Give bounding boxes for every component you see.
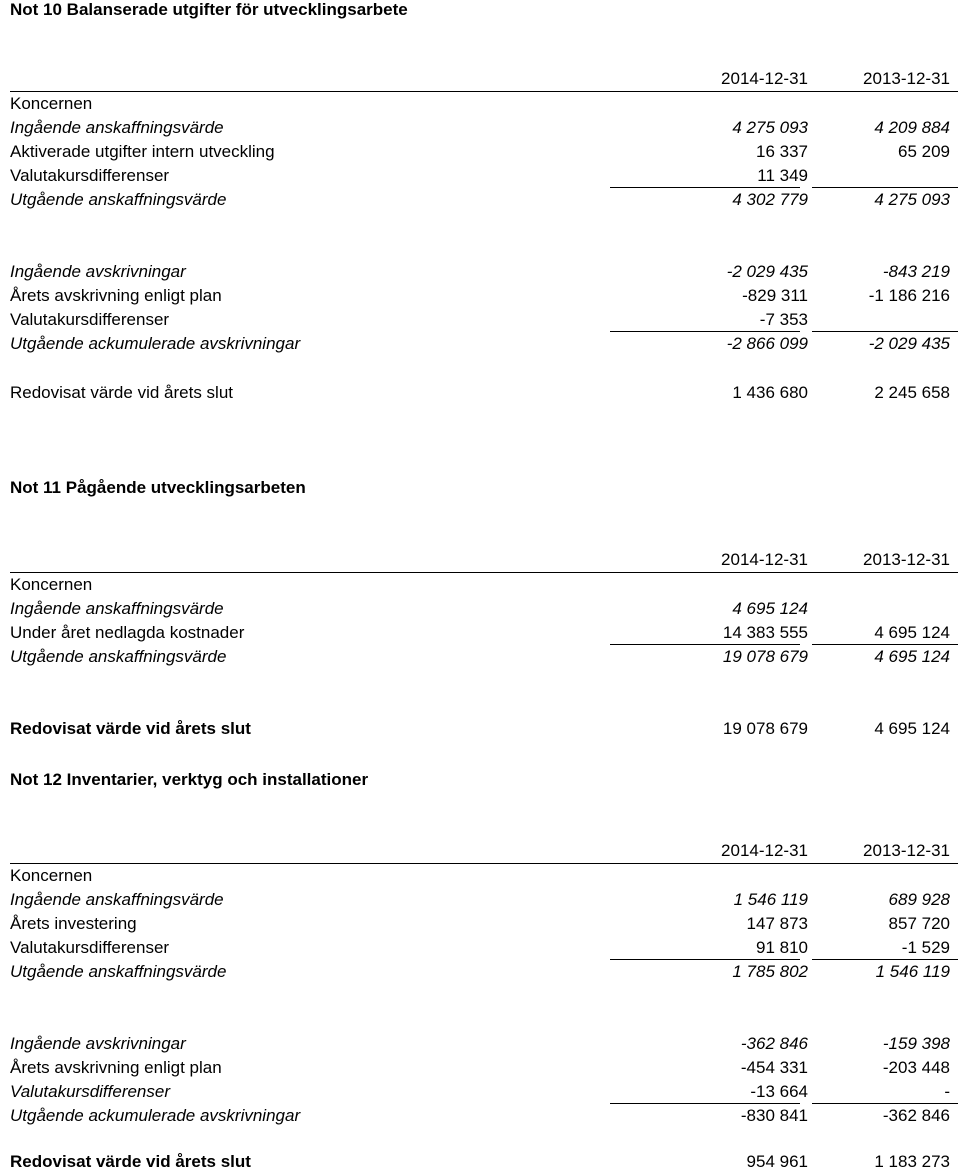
value-2013: -843 219 — [882, 262, 950, 281]
value-2013: -1 186 216 — [868, 286, 950, 305]
table-row — [10, 961, 958, 983]
sum-divider — [610, 187, 800, 188]
value-2014: 11 349 — [757, 166, 808, 185]
sum-divider — [610, 331, 800, 332]
group-label: Koncernen — [10, 575, 93, 594]
row-label: Valutakursdifferenser — [10, 938, 170, 957]
row-label: Ingående anskaffningsvärde — [10, 118, 224, 137]
value-2013: 4 695 124 — [874, 623, 950, 642]
value-2014: -13 664 — [750, 1082, 808, 1101]
table-row — [10, 1105, 958, 1127]
sum-divider — [812, 187, 958, 188]
value-2013: 4 209 884 — [874, 118, 950, 137]
value-2013: 857 720 — [888, 914, 950, 933]
note-12-group-row — [10, 865, 958, 887]
value-2013: -2 029 435 — [868, 334, 950, 353]
value-2013: 1 546 119 — [875, 962, 950, 981]
table-row — [10, 1081, 958, 1103]
table-row-total — [10, 718, 958, 740]
row-label: Under året nedlagda kostnader — [10, 623, 245, 642]
table-row — [10, 285, 958, 307]
note-11-group-row — [10, 574, 958, 596]
table-row — [10, 261, 958, 283]
value-2014: -7 353 — [759, 310, 808, 329]
value-2014: -2 866 099 — [726, 334, 808, 353]
table-row-total — [10, 1151, 958, 1173]
value-2013: 65 209 — [898, 142, 950, 161]
table-row — [10, 165, 958, 187]
col-2013-header: 2013-12-31 — [863, 69, 950, 88]
table-row — [10, 141, 958, 163]
note-11-header-row — [10, 549, 958, 571]
table-row — [10, 646, 958, 668]
value-2013: 4 695 124 — [874, 647, 950, 666]
row-label: Aktiverade utgifter intern utveckling — [10, 142, 275, 161]
note-10-title: Not 10 Balanserade utgifter för utvecklingsarbete — [10, 0, 408, 19]
row-label: Valutakursdifferenser — [10, 1082, 171, 1101]
sum-divider — [812, 644, 958, 645]
col-2013-header: 2013-12-31 — [863, 550, 950, 569]
row-label: Utgående ackumulerade avskrivningar — [10, 1106, 301, 1125]
value-2013: -362 846 — [882, 1106, 950, 1125]
table-row — [10, 189, 958, 211]
row-label: Redovisat värde vid årets slut — [10, 719, 251, 738]
row-label: Valutakursdifferenser — [10, 310, 170, 329]
note-11-title: Not 11 Pågående utvecklingsarbeten — [10, 478, 306, 497]
value-2014: 954 961 — [746, 1152, 808, 1171]
table-row — [10, 333, 958, 355]
row-label: Utgående anskaffningsvärde — [10, 962, 227, 981]
note-10-group-row — [10, 93, 958, 115]
col-2014-header: 2014-12-31 — [721, 841, 808, 860]
table-row — [10, 937, 958, 959]
group-label: Koncernen — [10, 866, 93, 885]
row-label: Årets avskrivning enligt plan — [10, 286, 222, 305]
value-2014: -2 029 435 — [726, 262, 808, 281]
row-label: Redovisat värde vid årets slut — [10, 1152, 251, 1171]
row-label: Årets investering — [10, 914, 137, 933]
col-2013-header: 2013-12-31 — [863, 841, 950, 860]
value-2013: 2 245 658 — [874, 383, 950, 402]
table-row — [10, 622, 958, 644]
row-label: Utgående anskaffningsvärde — [10, 190, 227, 209]
value-2014: 1 785 802 — [732, 962, 808, 981]
table-row — [10, 598, 958, 620]
value-2014: 16 337 — [756, 142, 808, 161]
table-row — [10, 309, 958, 331]
value-2014: 4 302 779 — [732, 190, 808, 209]
sum-divider — [812, 959, 958, 960]
row-label: Redovisat värde vid årets slut — [10, 383, 233, 402]
table-row — [10, 889, 958, 911]
sum-divider — [812, 331, 958, 332]
row-label: Ingående anskaffningsvärde — [10, 890, 224, 909]
value-2014: 14 383 555 — [722, 623, 808, 642]
value-2014: -830 841 — [740, 1106, 808, 1125]
row-label: Utgående anskaffningsvärde — [10, 647, 227, 666]
header-divider — [10, 91, 958, 92]
sum-divider — [610, 644, 800, 645]
row-label: Ingående avskrivningar — [10, 1034, 186, 1053]
value-2013: 1 183 273 — [874, 1152, 950, 1171]
value-2013: 4 695 124 — [874, 719, 950, 738]
row-label: Utgående ackumulerade avskrivningar — [10, 334, 301, 353]
table-row — [10, 1033, 958, 1055]
header-divider — [10, 572, 958, 573]
sum-divider — [610, 959, 800, 960]
value-2013: -203 448 — [882, 1058, 950, 1077]
note-12-header-row — [10, 840, 958, 862]
table-row — [10, 1057, 958, 1079]
value-2014: -454 331 — [740, 1058, 808, 1077]
value-2013: -1 529 — [901, 938, 950, 957]
note-10-header-row — [10, 68, 958, 90]
value-2014: 4 695 124 — [732, 599, 808, 618]
table-row — [10, 913, 958, 935]
value-2014: 1 436 680 — [732, 383, 808, 402]
value-2014: -362 846 — [740, 1034, 808, 1053]
value-2013: 689 928 — [888, 890, 950, 909]
value-2014: 19 078 679 — [722, 719, 808, 738]
value-2014: 19 078 679 — [722, 647, 808, 666]
sum-divider — [610, 1103, 800, 1104]
value-2014: 1 546 119 — [733, 890, 808, 909]
value-2014: 91 810 — [756, 938, 808, 957]
sum-divider — [812, 1103, 958, 1104]
value-2013: -159 398 — [882, 1034, 950, 1053]
row-label: Ingående anskaffningsvärde — [10, 599, 224, 618]
value-2014: 147 873 — [746, 914, 808, 933]
row-label: Valutakursdifferenser — [10, 166, 170, 185]
table-row — [10, 117, 958, 139]
group-label: Koncernen — [10, 94, 93, 113]
value-2014: -829 311 — [742, 286, 808, 305]
value-2013: - — [944, 1082, 950, 1101]
note-12-title: Not 12 Inventarier, verktyg och installationer — [10, 770, 369, 789]
header-divider — [10, 863, 958, 864]
value-2013: 4 275 093 — [874, 190, 950, 209]
row-label: Ingående avskrivningar — [10, 262, 186, 281]
row-label: Årets avskrivning enligt plan — [10, 1058, 222, 1077]
value-2014: 4 275 093 — [732, 118, 808, 137]
col-2014-header: 2014-12-31 — [721, 550, 808, 569]
table-row-total — [10, 382, 958, 404]
col-2014-header: 2014-12-31 — [721, 69, 808, 88]
